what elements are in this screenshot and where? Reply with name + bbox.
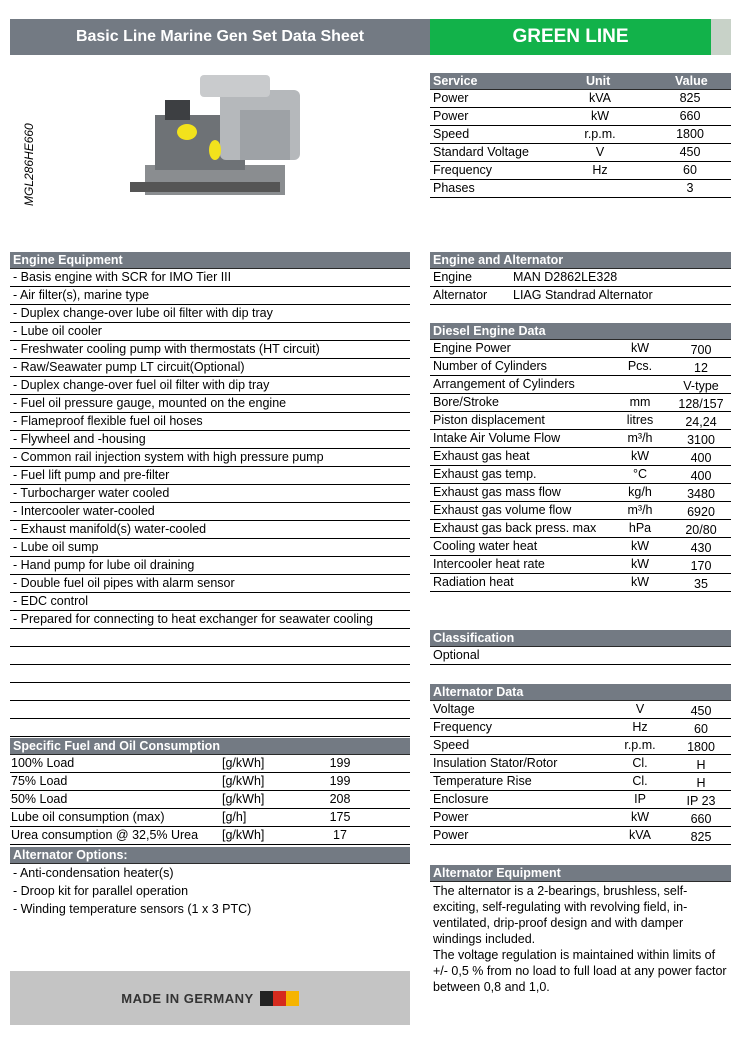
alternator-equipment-text-1: The alternator is a 2-bearings, brushless, self-exciting, self-regulating with revolving field, in-ventilated, drip-proof design and with damper windings included. (433, 884, 688, 946)
equipment-item-cell-0: - Freshwater cooling pump with thermostats (HT circuit) (13, 342, 320, 356)
diesel-row-cell-0: Exhaust gas mass flow (433, 485, 561, 499)
page-title: Basic Line Marine Gen Set Data Sheet (10, 19, 430, 55)
classification-value: Optional (433, 648, 480, 662)
service-row-cell-2: 3 (686, 181, 694, 195)
diesel-row-cell-0: Radiation heat (433, 575, 514, 589)
engine-equipment-title: Engine Equipment (10, 252, 410, 269)
diesel-row-cell-1: litres (626, 413, 654, 427)
diesel-row-cell-1: m³/h (627, 431, 653, 445)
alternator-data-row-cell-2: 660 (690, 812, 712, 826)
equipment-item-cell-0: - EDC control (13, 594, 89, 608)
consumption-row-cell-1: [g/kWh] (222, 774, 265, 788)
service-row-cell-0: Speed (433, 127, 470, 141)
equipment-item (10, 683, 410, 701)
equipment-item (10, 377, 410, 395)
equipment-item-cell-0: - Fuel oil pressure gauge, mounted on the engine (13, 396, 287, 410)
service-row-cell-2: 825 (679, 91, 701, 105)
diesel-row-cell-0: Arrangement of Cylinders (433, 377, 575, 391)
diesel-row-cell-0: Piston displacement (433, 413, 545, 427)
equipment-item-cell-0: - Duplex change-over lube oil filter with dip tray (13, 306, 273, 320)
alternator-data-row-cell-1: Cl. (632, 756, 648, 770)
service-row-cell-2: 60 (683, 163, 697, 177)
consumption-row-cell-1: [g/kWh] (222, 756, 265, 770)
genset-frame (130, 182, 280, 192)
engine-alternator-row (430, 287, 731, 305)
alternator-data-row-cell-1: kVA (629, 828, 651, 842)
service-row (430, 144, 731, 162)
engine-alternator-row (430, 269, 731, 287)
diesel-title: Diesel Engine Data (430, 323, 731, 340)
made-in-germany-badge (10, 971, 410, 1025)
diesel-row-cell-0: Intake Air Volume Flow (433, 431, 561, 445)
diesel-row-cell-2: 12 (694, 361, 708, 375)
diesel-row-cell-1: hPa (628, 521, 652, 535)
engine-alternator-title: Engine and Alternator (430, 252, 731, 269)
alternator-data-row (430, 755, 731, 773)
service-row (430, 162, 731, 180)
service-row-cell-0: Frequency (433, 163, 493, 177)
equipment-item-cell-0: - Raw/Seawater pump LT circuit(Optional) (13, 360, 245, 374)
consumption-row-cell-0: 75% Load (11, 774, 68, 788)
consumption-row-cell-1: [g/h] (222, 810, 247, 824)
equipment-item-cell-0: - Flywheel and -housing (13, 432, 146, 446)
genset-yellow-part-1 (177, 124, 197, 140)
equipment-item (10, 395, 410, 413)
equipment-item (10, 467, 410, 485)
alternator-data-row-cell-0: Insulation Stator/Rotor (433, 756, 558, 770)
model-label (22, 100, 46, 210)
service-row-cell-2: 660 (679, 109, 701, 123)
diesel-row (430, 376, 731, 394)
service-header (430, 73, 731, 90)
engine-alternator-row-cell-1: LIAG Standrad Alternator (513, 288, 653, 302)
germany-flag-icon (260, 990, 299, 1006)
diesel-row-cell-1: °C (632, 467, 648, 481)
alternator-data-row-cell-0: Voltage (433, 702, 475, 716)
equipment-item-cell-0: - Prepared for connecting to heat exchanger for seawater cooling (13, 612, 373, 626)
service-row-cell-1: kVA (589, 91, 611, 105)
engine-alternator-section (430, 252, 731, 305)
alternator-data-row-cell-2: 60 (694, 722, 708, 736)
consumption-title: Specific Fuel and Oil Consumption (10, 738, 410, 755)
diesel-row-cell-2: 128/157 (678, 397, 724, 411)
equipment-item (10, 305, 410, 323)
equipment-item (10, 431, 410, 449)
genset-turbo (165, 100, 190, 120)
service-row-cell-1: r.p.m. (584, 127, 616, 141)
consumption-row-cell-0: 100% Load (11, 756, 75, 770)
service-row (430, 126, 731, 144)
genset-alternator-end (240, 110, 290, 160)
equipment-item-cell-0: - Lube oil sump (13, 540, 99, 554)
diesel-row-cell-0: Number of Cylinders (433, 359, 547, 373)
diesel-row (430, 502, 731, 520)
made-in-text: MADE IN GERMANY (121, 990, 254, 1006)
alternator-data-row-cell-1: Hz (632, 720, 648, 734)
service-col-unit: Unit (586, 74, 611, 88)
equipment-item-cell-0: - Air filter(s), marine type (13, 288, 150, 302)
equipment-item (10, 413, 410, 431)
brand-title: GREEN LINE (430, 19, 711, 55)
diesel-row (430, 556, 731, 574)
diesel-row-cell-0: Intercooler heat rate (433, 557, 545, 571)
alternator-data-row-cell-2: H (696, 776, 706, 790)
diesel-row-cell-1: Pcs. (627, 359, 653, 373)
alternator-data-row-cell-0: Frequency (433, 720, 493, 734)
equipment-item (10, 593, 410, 611)
diesel-row (430, 466, 731, 484)
alternator-data-row-cell-2: 1800 (687, 740, 715, 754)
equipment-item-cell-0: - Exhaust manifold(s) water-cooled (13, 522, 207, 536)
engine-alternator-row-cell-0: Alternator (433, 288, 488, 302)
equipment-item (10, 665, 410, 683)
equipment-item-cell-0: - Turbocharger water cooled (13, 486, 170, 500)
diesel-row (430, 538, 731, 556)
equipment-item (10, 485, 410, 503)
diesel-row-cell-1: kW (630, 557, 650, 571)
diesel-row-cell-0: Engine Power (433, 341, 511, 355)
alternator-data-row (430, 701, 731, 719)
service-row-cell-0: Standard Voltage (433, 145, 529, 159)
engine-equipment-section (10, 252, 410, 737)
equipment-item (10, 269, 410, 287)
equipment-item-cell-0: - Common rail injection system with high pressure pump (13, 450, 324, 464)
engine-alternator-row-cell-0: Engine (433, 270, 472, 284)
alternator-data-row (430, 737, 731, 755)
alternator-data-row-cell-1: Cl. (632, 774, 648, 788)
consumption-row-cell-0: Urea consumption @ 32,5% Urea (11, 828, 199, 842)
consumption-row (10, 809, 410, 827)
diesel-row (430, 394, 731, 412)
diesel-row-cell-2: 700 (690, 343, 712, 357)
service-row-cell-2: 450 (679, 145, 701, 159)
alternator-data-row-cell-0: Temperature Rise (433, 774, 532, 788)
alternator-data-row-cell-2: IP 23 (686, 794, 716, 808)
alternator-data-row-cell-2: H (696, 758, 706, 772)
equipment-item-cell-0: - Duplex change-over fuel oil filter with dip tray (13, 378, 270, 392)
diesel-section (430, 323, 731, 592)
diesel-row-cell-2: V-type (683, 379, 719, 393)
equipment-item (10, 575, 410, 593)
service-table (430, 73, 731, 198)
diesel-row-cell-2: 20/80 (685, 523, 717, 537)
diesel-row-cell-0: Exhaust gas heat (433, 449, 530, 463)
equipment-item-cell-0: - Flameproof flexible fuel oil hoses (13, 414, 203, 428)
equipment-item-cell-0: - Hand pump for lube oil draining (13, 558, 195, 572)
diesel-row-cell-1: m³/h (627, 503, 653, 517)
diesel-row-cell-2: 430 (690, 541, 712, 555)
consumption-row-cell-1: [g/kWh] (222, 828, 265, 842)
consumption-row-cell-2: 175 (329, 810, 351, 824)
alternator-equipment-section (430, 865, 731, 995)
service-row (430, 90, 731, 108)
alternator-equipment-text-2: The voltage regulation is maintained within limits of +/- 0,5 % from no load to full load at any power factor between 0,8 and 1,0. (433, 948, 727, 994)
service-row-cell-0: Phases (433, 181, 475, 195)
diesel-row-cell-1: mm (629, 395, 651, 409)
genset-image (125, 70, 315, 220)
diesel-row-cell-2: 3480 (687, 487, 715, 501)
equipment-item (10, 719, 410, 737)
diesel-row-cell-1: kW (630, 539, 650, 553)
alternator-data-row-cell-2: 450 (690, 704, 712, 718)
equipment-item (10, 611, 410, 629)
alternator-data-row (430, 719, 731, 737)
equipment-item (10, 359, 410, 377)
service-row-cell-1: kW (590, 109, 610, 123)
consumption-row-cell-0: Lube oil consumption (max) (11, 810, 165, 824)
diesel-row-cell-1: kW (630, 341, 650, 355)
alternator-data-row-cell-0: Speed (433, 738, 470, 752)
alternator-data-row-cell-1: kW (630, 810, 650, 824)
equipment-item (10, 539, 410, 557)
alternator-data-title: Alternator Data (430, 684, 731, 701)
genset-yellow-part-2 (209, 140, 221, 160)
consumption-row-cell-1: [g/kWh] (222, 792, 265, 806)
diesel-row-cell-2: 400 (690, 451, 712, 465)
classification-row (430, 647, 731, 665)
header-edge (711, 19, 731, 55)
equipment-item (10, 701, 410, 719)
consumption-row-cell-2: 17 (333, 828, 347, 842)
alternator-data-row (430, 827, 731, 845)
diesel-row (430, 520, 731, 538)
service-row (430, 180, 731, 198)
alternator-equipment-title: Alternator Equipment (430, 865, 731, 882)
alternator-data-row (430, 773, 731, 791)
service-row (430, 108, 731, 126)
diesel-row (430, 430, 731, 448)
alternator-data-row-cell-1: V (635, 702, 645, 716)
equipment-item (10, 449, 410, 467)
service-row-cell-0: Power (433, 109, 469, 123)
diesel-row (430, 448, 731, 466)
diesel-row-cell-0: Exhaust gas volume flow (433, 503, 572, 517)
service-row-cell-0: Power (433, 91, 469, 105)
service-col-service: Service (433, 74, 478, 88)
alternator-data-row-cell-0: Power (433, 828, 469, 842)
service-row-cell-1: V (595, 145, 605, 159)
alternator-data-row-cell-0: Enclosure (433, 792, 489, 806)
diesel-row-cell-1: kW (630, 449, 650, 463)
alternator-options-section (10, 847, 410, 918)
alternator-data-row-cell-0: Power (433, 810, 469, 824)
equipment-item-cell-0: - Fuel lift pump and pre-filter (13, 468, 170, 482)
diesel-row-cell-1: kg/h (628, 485, 652, 499)
consumption-row-cell-2: 208 (329, 792, 351, 806)
consumption-row (10, 755, 410, 773)
diesel-row-cell-0: Cooling water heat (433, 539, 538, 553)
diesel-row-cell-0: Exhaust gas temp. (433, 467, 537, 481)
engine-alternator-row-cell-1: MAN D2862LE328 (513, 270, 618, 284)
alternator-data-row (430, 809, 731, 827)
equipment-item (10, 647, 410, 665)
alternator-data-row (430, 791, 731, 809)
diesel-row-cell-2: 400 (690, 469, 712, 483)
alternator-option-item: - Droop kit for parallel operation (13, 884, 189, 898)
diesel-row-cell-2: 170 (690, 559, 712, 573)
alternator-data-row-cell-1: r.p.m. (624, 738, 656, 752)
service-col-value: Value (675, 74, 708, 88)
diesel-row-cell-2: 3100 (687, 433, 715, 447)
alternator-data-row-cell-2: 825 (690, 830, 712, 844)
equipment-item-cell-0: - Intercooler water-cooled (13, 504, 155, 518)
diesel-row-cell-0: Bore/Stroke (433, 395, 500, 409)
equipment-item (10, 557, 410, 575)
diesel-row-cell-2: 35 (694, 577, 708, 591)
consumption-row-cell-2: 199 (329, 774, 351, 788)
equipment-item (10, 341, 410, 359)
consumption-row (10, 791, 410, 809)
consumption-row (10, 773, 410, 791)
diesel-row-cell-2: 24,24 (685, 415, 717, 429)
alternator-option-item: - Anti-condensation heater(s) (13, 866, 174, 880)
diesel-row-cell-1: kW (630, 575, 650, 589)
equipment-item (10, 323, 410, 341)
classification-title: Classification (430, 630, 731, 647)
consumption-row-cell-2: 199 (329, 756, 351, 770)
alternator-data-section (430, 684, 731, 845)
diesel-row (430, 358, 731, 376)
diesel-row (430, 412, 731, 430)
diesel-row (430, 484, 731, 502)
genset-pipe (200, 75, 270, 97)
consumption-section (10, 738, 410, 845)
model-text: MGL286HE660 (22, 123, 36, 206)
equipment-item-cell-0: - Double fuel oil pipes with alarm sensor (13, 576, 235, 590)
classification-section (430, 630, 731, 665)
service-row-cell-1: Hz (592, 163, 608, 177)
service-row-cell-2: 1800 (676, 127, 704, 141)
consumption-row (10, 827, 410, 845)
equipment-item (10, 287, 410, 305)
equipment-item (10, 521, 410, 539)
equipment-item (10, 629, 410, 647)
diesel-row-cell-0: Exhaust gas back press. max (433, 521, 597, 535)
equipment-item (10, 503, 410, 521)
alternator-option-item: - Winding temperature sensors (1 x 3 PTC) (13, 902, 252, 916)
equipment-item-cell-0: - Lube oil cooler (13, 324, 102, 338)
equipment-item-cell-0: - Basis engine with SCR for IMO Tier III (13, 270, 232, 284)
consumption-row-cell-0: 50% Load (11, 792, 68, 806)
diesel-row-cell-2: 6920 (687, 505, 715, 519)
alternator-options-title: Alternator Options: (10, 847, 410, 864)
diesel-row (430, 574, 731, 592)
alternator-data-row-cell-1: IP (634, 792, 646, 806)
diesel-row (430, 340, 731, 358)
